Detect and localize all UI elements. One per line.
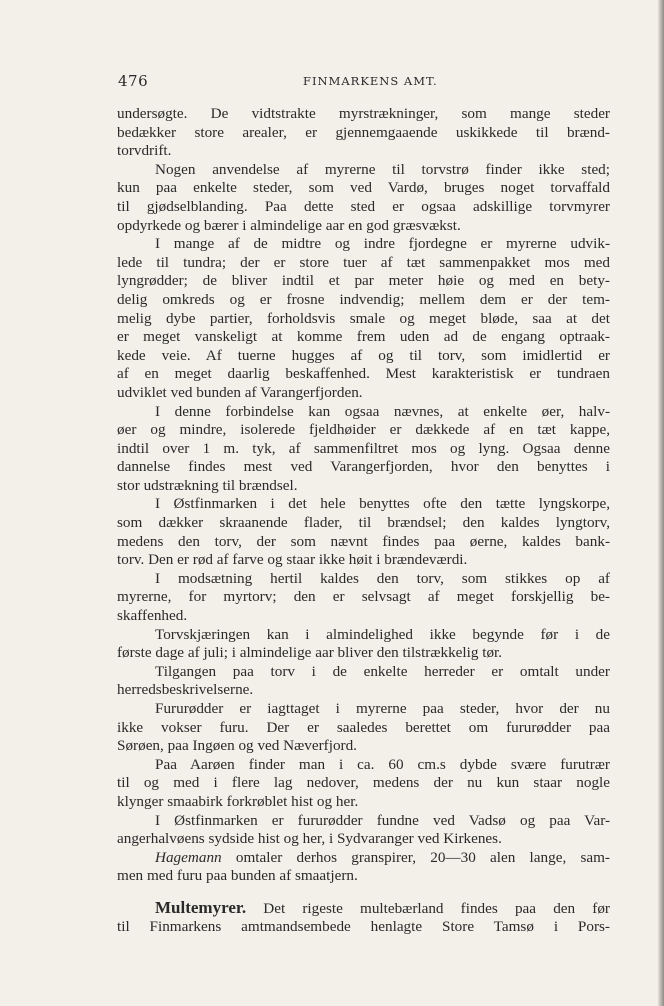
paragraph — [117, 161, 610, 235]
paragraph — [117, 570, 610, 626]
text-line: opdyrkede og bærer i almindelige aar en god græsvækst. — [117, 216, 461, 234]
text-line: ikke vokser furu. Der er saaledes berettet om fururødder paa — [117, 718, 610, 736]
text-line: bedækker store arealer, er gjennemgaaende uskikkede til brænd- — [117, 123, 610, 141]
text-line: udviklet ved bunden af Varangerfjorden. — [117, 383, 363, 401]
text-line: indtil over 1 m. tyk, af sammenfiltret mos og lyng. Ogsaa denne — [117, 439, 610, 457]
author-name: Hagemann — [155, 848, 222, 866]
paragraph — [117, 756, 610, 812]
section-heading: Multemyrer. — [155, 897, 247, 917]
text-line: Tilgangen paa torv i de enkelte herreder er omtalt under — [155, 662, 610, 680]
text-line: Paa Aarøen finder man i ca. 60 cm.s dybde svære furutrær — [155, 755, 610, 773]
paragraph — [117, 105, 610, 161]
paragraph — [117, 403, 610, 496]
paragraph — [117, 849, 610, 886]
text-line: kede veie. Af tuerne hugges af og til torv, som imidlertid er — [117, 346, 610, 364]
text-line: men med furu paa bunden af smaatjern. — [117, 867, 358, 885]
text-line: dannelse findes mest ved Varangerfjorden, hvor den benyttes i — [117, 458, 610, 476]
text-line: lede til tundra; der er store tuer af tæt sammenpakket mos med — [117, 253, 610, 271]
text-line: melig dybe partier, forholdsvis smale og meget bløde, saa at det — [117, 309, 610, 327]
text-line: skaffenhed. — [117, 607, 188, 625]
text-run: Det rigeste multebærland findes paa den før — [246, 899, 610, 917]
text-line: første dage af juli; i almindelige aar bliver den tilstrækkelig tør. — [117, 644, 503, 662]
text-line: lyngrødder; de bliver indtil et par meter høie og med en bety- — [117, 272, 610, 290]
text-line — [117, 849, 610, 868]
text-line: Fururødder er iagttaget i myrerne paa steder, hvor der nu — [155, 700, 610, 717]
text-line: Torvskjæringen kan i almindelighed ikke begynde før i de — [155, 625, 610, 643]
text-line: til og med i flere lag nedover, medens der nu kun staar nogle — [117, 774, 610, 792]
text-line: I Østfinmarken i det hele benyttes ofte den tætte lyngskorpe, — [155, 495, 610, 513]
paragraph — [117, 626, 610, 663]
paragraph — [117, 700, 610, 756]
paragraph — [117, 663, 610, 700]
body-text — [117, 105, 610, 936]
text-line: af en meget daarlig beskaffenhed. Mest karakteristisk er tundraen — [117, 365, 610, 383]
paragraph — [117, 235, 610, 402]
text-line: øer og mindre, isolerede fjeldhøider er dækkede af en tæt kappe, — [117, 421, 610, 439]
page-number: 476 — [118, 72, 149, 90]
running-title: FINMARKENS AMT. — [303, 74, 438, 88]
text-run: omtaler derhos granspirer, 20—30 alen lange, sam- — [221, 848, 610, 866]
text-line: I denne forbindelse kan ogsaa nævnes, at enkelte øer, halv- — [155, 402, 610, 420]
text-line: I modsætning hertil kaldes den torv, som stikkes op af — [155, 569, 610, 587]
paragraph — [117, 812, 610, 849]
text-line: medens den torv, der som nævnt findes paa øerne, kaldes bank- — [117, 532, 610, 550]
page-header — [118, 72, 610, 92]
text-line: stor udstrækning til brændsel. — [117, 476, 298, 494]
text-line: delig omkreds og er frosne indvendig; mellem dem er der tem- — [117, 290, 610, 308]
text-line: torv. Den er rød af farve og staar ikke høit i brændeværdi. — [117, 551, 468, 569]
paragraph — [117, 899, 610, 936]
text-line: herredsbeskrivelserne. — [117, 681, 254, 699]
paragraph — [117, 495, 610, 569]
text-line: kun paa enkelte steder, som ved Vardø, bruges noget torvaffald — [117, 179, 610, 197]
text-line: klynger smaabirk forkrøblet hist og her. — [117, 792, 359, 810]
page-edge-shadow — [658, 0, 664, 1006]
text-line: undersøgte. De vidtstrakte myrstrækninger, som mange steder — [117, 105, 610, 122]
text-line: I Østfinmarken er fururødder fundne ved Vadsø og paa Var- — [155, 811, 610, 829]
text-line: er meget vanskeligt at komme frem uden ad de engang optraak- — [117, 328, 610, 346]
text-line: I mange af de midtre og indre fjordegne er myrerne udvik- — [155, 235, 610, 253]
text-line: Nogen anvendelse af myrerne til torvstrø finder ikke sted; — [155, 160, 610, 178]
text-line: til gjødselblanding. Paa dette sted er ogsaa adskillige torvmyrer — [117, 197, 610, 215]
text-line: som dækker skraanende flader, til brændsel; den kaldes lyngtorv, — [117, 514, 610, 532]
text-line: torvdrift. — [117, 142, 172, 160]
text-line: myrerne, for myrtorv; den er selvsagt af meget forskjellig be- — [117, 588, 610, 606]
text-line: til Finmarkens amtmandsembede henlagte Store Tamsø i Pors- — [117, 917, 610, 935]
text-line: Sørøen, paa Ingøen og ved Næverfjord. — [117, 737, 357, 755]
text-line — [117, 899, 610, 918]
text-line: angerhalvøens sydside hist og her, i Sydvaranger ved Kirkenes. — [117, 830, 502, 848]
